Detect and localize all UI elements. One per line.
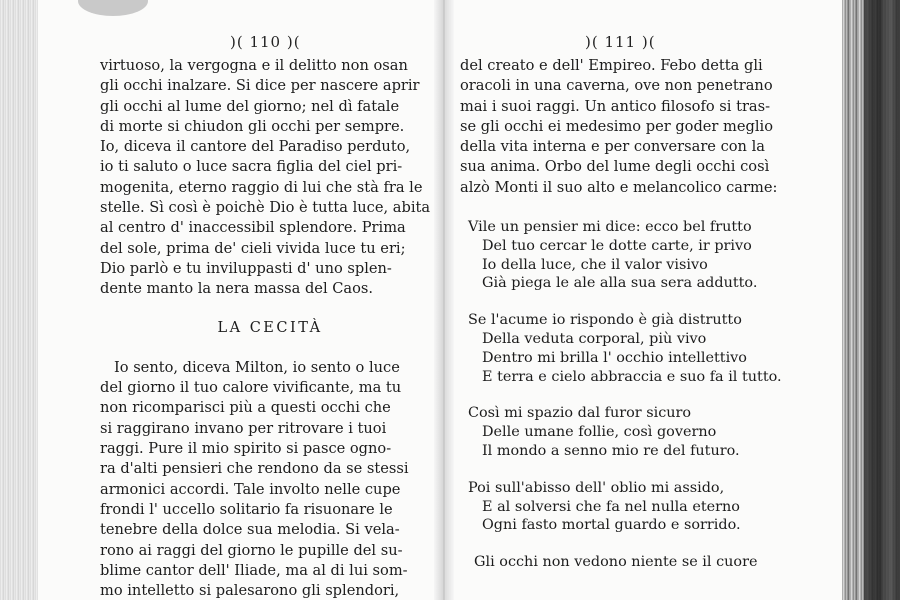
poem-line: Ogni fasto mortal guardo e sorrido. — [482, 517, 741, 534]
poem-line: E al solversi che fa nel nulla eterno — [482, 498, 740, 515]
page-number: )( 111 )( — [585, 33, 656, 51]
text-line: dente manto la nera massa del Caos. — [100, 280, 374, 298]
text-line: Gli occhi non vedono niente se il cuore — [474, 554, 758, 571]
poem-line: Se l'acume io rispondo è già distrutto — [468, 312, 742, 329]
poem-line: Del tuo cercar le dotte carte, ir privo — [482, 237, 752, 254]
text-line: se gli occhi ei medesimo per goder meglio — [460, 117, 773, 135]
poem-line: Della veduta corporal, più vivo — [482, 330, 707, 347]
text-line: ra d'alti pensieri che rendono da se stessi — [100, 460, 409, 478]
text-line: del creato e dell' Empireo. Febo detta gli — [460, 57, 763, 74]
poem-line: Il mondo a senno mio re del futuro. — [482, 442, 740, 459]
text-line: virtuoso, la vergogna e il delitto non osan — [100, 57, 408, 74]
text-line: della vita interna e per conversare con la — [460, 138, 765, 156]
sonnet — [468, 218, 782, 572]
text-line: Io sento, diceva Milton, io sento o luce — [114, 358, 400, 376]
text-line: Io, diceva il cantore del Paradiso perduto, — [100, 138, 411, 156]
poem-line: Io della luce, che il valor visivo — [482, 256, 708, 273]
poem-line: Così mi spazio dal furor sicuro — [468, 405, 692, 422]
text-line: sua anima. Orbo del lume degli occhi così — [460, 158, 770, 176]
right-page-prose — [460, 56, 777, 198]
left-page-text — [100, 56, 430, 601]
text-line: mo intelletto si palesarono gli splendori, — [100, 582, 400, 600]
poem-line: Delle umane follie, così governo — [482, 424, 717, 441]
left-page-edges — [0, 0, 38, 600]
text-line: armonici accordi. Tale involto nelle cupe — [100, 480, 401, 498]
text-line: gli occhi al lume del giorno; nel dì fatale — [100, 97, 400, 115]
poem-line: Dentro mi brilla l' occhio intellettivo — [482, 349, 747, 366]
text-line: frondi l' uccello solitario fa risuonare le — [100, 500, 393, 518]
stanza-gap — [468, 461, 782, 479]
text-line: blime cantor dell' Iliade, ma al di lui som- — [100, 561, 408, 579]
poem-line: E terra e cielo abbraccia e suo fa il tutto. — [482, 368, 782, 385]
poem-line: Già piega le ale alla sua sera addutto. — [482, 275, 758, 292]
text-line: gli occhi inalzare. Si dice per nascere aprir — [100, 77, 420, 95]
poem-line: Vile un pensier mi dice: ecco bel frutto — [468, 219, 752, 235]
text-line: rono ai raggi del giorno le pupille del su- — [100, 541, 403, 559]
page-number: )( 110 )( — [230, 33, 301, 51]
book-spine — [864, 0, 900, 600]
left-page — [100, 0, 431, 600]
text-line: oracoli in una caverna, ove non penetrano — [460, 77, 773, 95]
text-line: non ricomparisci più a questi occhi che — [100, 399, 391, 417]
stanza-gap — [468, 535, 782, 553]
text-line: raggi. Pure il mio spirito si pasce ogno- — [100, 440, 392, 458]
stanza-gap — [468, 386, 782, 404]
text-line: io ti saluto o luce sacra figlia del ciel pri- — [100, 158, 403, 176]
text-line: mogenita, eterno raggio di lui che stà fra le — [100, 178, 423, 196]
text-line: del sole, prima de' cieli vivida luce tu eri; — [100, 239, 406, 257]
text-line: al centro d' inaccessibil splendore. Prima — [100, 219, 406, 237]
text-line: tenebre della dolce sua melodia. Si vela- — [100, 521, 400, 539]
text-line: del giorno il tuo calore vivificante, ma tu — [100, 379, 402, 397]
poem-line: Poi sull'abisso dell' oblio mi assido, — [468, 479, 725, 496]
section-heading: LA CECITÀ — [217, 319, 323, 336]
text-line: alzò Monti il suo alto e melancolico carme: — [460, 178, 778, 196]
text-line: stelle. Sì così è poichè Dio è tutta luce, abita — [100, 199, 431, 217]
right-page — [460, 0, 840, 600]
text-line: Dio parlò e tu inviluppasti d' uno splen- — [100, 259, 392, 277]
text-line: mai i suoi raggi. Un antico filosofo si tras- — [460, 97, 771, 115]
text-line: di morte si chiudon gli occhi per sempre. — [100, 117, 405, 135]
stanza-gap — [468, 293, 782, 311]
text-line: si raggirano invano per ritrovare i tuoi — [100, 419, 387, 437]
book-gutter — [434, 0, 454, 600]
